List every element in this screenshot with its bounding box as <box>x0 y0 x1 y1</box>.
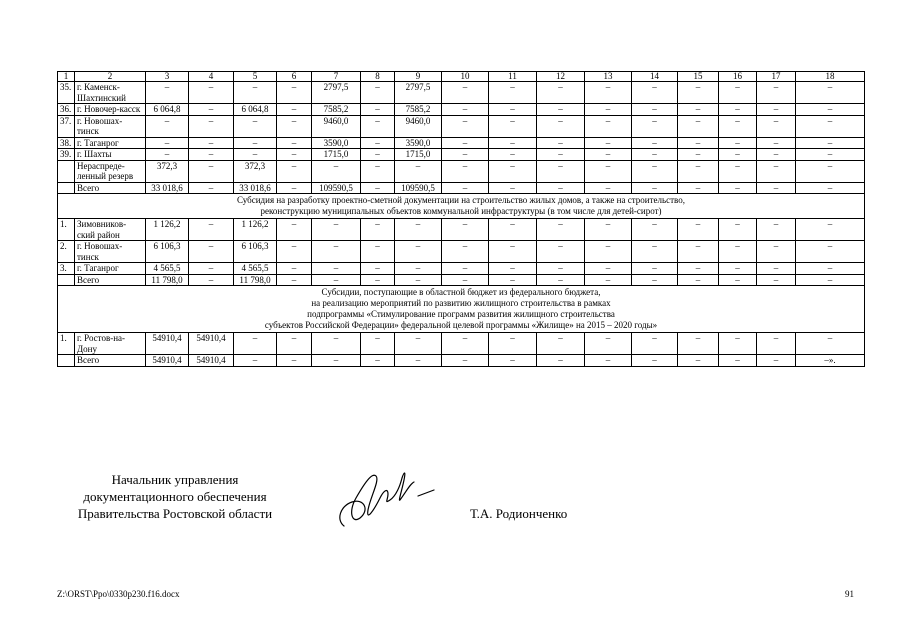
table-cell: 54910,4 <box>146 355 189 367</box>
table-cell: – <box>719 115 757 137</box>
table-cell: – <box>678 104 719 116</box>
table-cell: – <box>361 274 395 286</box>
table-cell: – <box>442 104 489 116</box>
table-row <box>58 82 865 104</box>
table-row <box>58 263 865 275</box>
table-cell: – <box>632 263 678 275</box>
row-name: г. Таганрог <box>75 137 146 149</box>
table-cell: – <box>537 355 585 367</box>
section-heading-row <box>58 286 865 333</box>
row-number <box>58 160 75 182</box>
table-cell: 11 798,0 <box>234 274 277 286</box>
table-cell: – <box>719 149 757 161</box>
table-cell: – <box>277 82 312 104</box>
table-cell: – <box>632 104 678 116</box>
table-cell: – <box>361 137 395 149</box>
signer-name: Т.А. Родионченко <box>470 506 568 521</box>
table-cell: – <box>585 355 632 367</box>
table-cell: – <box>585 241 632 263</box>
section-heading-line: реконструкцию муниципальных объектов коммунальной инфраструктуры (в том числе для детей-сирот) <box>260 206 662 216</box>
table-cell: – <box>757 82 796 104</box>
table-cell: – <box>234 149 277 161</box>
table-cell: – <box>312 263 361 275</box>
column-number: 16 <box>719 72 757 82</box>
table-cell: – <box>395 219 442 241</box>
table-cell: – <box>537 241 585 263</box>
table-cell: – <box>757 104 796 116</box>
table-cell: – <box>189 104 234 116</box>
table-cell: – <box>277 263 312 275</box>
table-cell: – <box>757 274 796 286</box>
table-cell: – <box>442 263 489 275</box>
table-row <box>58 115 865 137</box>
table-cell: – <box>585 82 632 104</box>
table-cell: – <box>585 104 632 116</box>
table-cell: – <box>678 263 719 275</box>
table-cell: – <box>632 355 678 367</box>
table-cell: – <box>632 115 678 137</box>
table-cell: – <box>234 137 277 149</box>
table-cell: – <box>312 274 361 286</box>
table-cell: – <box>632 274 678 286</box>
table-cell: 7585,2 <box>312 104 361 116</box>
table-cell: – <box>757 160 796 182</box>
table-cell: – <box>361 263 395 275</box>
column-number: 4 <box>189 72 234 82</box>
table-cell: – <box>796 104 865 116</box>
table-cell: 109590,5 <box>395 182 442 194</box>
table-cell: 1715,0 <box>395 149 442 161</box>
table-cell: – <box>312 333 361 355</box>
table-cell: – <box>585 160 632 182</box>
column-number: 7 <box>312 72 361 82</box>
table-cell: – <box>361 160 395 182</box>
table-cell: – <box>757 263 796 275</box>
table-row <box>58 104 865 116</box>
column-number: 1 <box>58 72 75 82</box>
table-cell: – <box>585 219 632 241</box>
table-cell: – <box>489 274 537 286</box>
table-cell: – <box>361 241 395 263</box>
table-cell: – <box>361 333 395 355</box>
table-cell: – <box>796 137 865 149</box>
row-number <box>58 355 75 367</box>
table-row <box>58 274 865 286</box>
section-heading-line: подпрограммы «Стимулирование программ развития жилищного строительства <box>307 309 615 319</box>
table-cell: – <box>442 355 489 367</box>
table-cell: – <box>632 160 678 182</box>
table-cell: – <box>312 219 361 241</box>
section-heading-row <box>58 194 865 219</box>
table-cell: – <box>234 115 277 137</box>
column-number: 10 <box>442 72 489 82</box>
table-cell: – <box>537 82 585 104</box>
table-cell: – <box>537 263 585 275</box>
table-cell: – <box>189 263 234 275</box>
table-cell: – <box>277 333 312 355</box>
table-cell: – <box>757 333 796 355</box>
table-cell: 4 565,5 <box>234 263 277 275</box>
table-cell: – <box>361 149 395 161</box>
row-number: 3. <box>58 263 75 275</box>
row-name: г. Каменск-Шахтинский <box>75 82 146 104</box>
table-cell: – <box>442 160 489 182</box>
table-cell: – <box>678 160 719 182</box>
row-name: г. Ростов-на-Дону <box>75 333 146 355</box>
row-name: г. Новошах-тинск <box>75 241 146 263</box>
table-cell: – <box>189 274 234 286</box>
table-cell: – <box>361 219 395 241</box>
table-cell: – <box>537 137 585 149</box>
table-cell: – <box>585 182 632 194</box>
table-cell: 2797,5 <box>395 82 442 104</box>
table-cell: – <box>312 355 361 367</box>
column-number: 13 <box>585 72 632 82</box>
table-cell: – <box>189 219 234 241</box>
table-cell: 6 106,3 <box>146 241 189 263</box>
table-cell: – <box>796 160 865 182</box>
table-cell: – <box>395 333 442 355</box>
table-cell: – <box>489 182 537 194</box>
table-cell: – <box>361 104 395 116</box>
column-number: 5 <box>234 72 277 82</box>
table-cell: – <box>632 333 678 355</box>
row-number: 1. <box>58 333 75 355</box>
table-cell: – <box>678 219 719 241</box>
table-cell: 54910,4 <box>146 333 189 355</box>
table-cell: – <box>796 115 865 137</box>
table-cell: – <box>395 355 442 367</box>
table-row <box>58 137 865 149</box>
table-cell: – <box>277 219 312 241</box>
table-cell: –». <box>796 355 865 367</box>
table-cell: – <box>189 137 234 149</box>
table-cell: – <box>719 104 757 116</box>
table-cell: – <box>361 182 395 194</box>
table-cell: – <box>146 137 189 149</box>
table-cell: – <box>489 137 537 149</box>
table-cell: – <box>442 115 489 137</box>
row-name: Всего <box>75 355 146 367</box>
section-heading <box>58 286 865 333</box>
table-cell: – <box>489 115 537 137</box>
table-cell: – <box>757 182 796 194</box>
table-cell: – <box>277 137 312 149</box>
table-cell: – <box>489 219 537 241</box>
table-cell: 372,3 <box>146 160 189 182</box>
table-cell: – <box>632 219 678 241</box>
table-cell: – <box>146 149 189 161</box>
table-cell: – <box>489 160 537 182</box>
row-name: Нераспреде-ленный резерв <box>75 160 146 182</box>
table-cell: – <box>719 241 757 263</box>
table-cell: – <box>632 82 678 104</box>
table-cell: – <box>442 182 489 194</box>
table-cell: – <box>757 149 796 161</box>
table-cell: 1 126,2 <box>146 219 189 241</box>
table-cell: 2797,5 <box>312 82 361 104</box>
row-name: г. Таганрог <box>75 263 146 275</box>
table-cell: – <box>537 160 585 182</box>
table-cell: 9460,0 <box>312 115 361 137</box>
table-cell: – <box>585 137 632 149</box>
table-cell: – <box>489 104 537 116</box>
table-cell: – <box>277 115 312 137</box>
table-cell: 1 126,2 <box>234 219 277 241</box>
table-cell: – <box>277 355 312 367</box>
table-cell: – <box>189 160 234 182</box>
section-heading-line: субъектов Российской Федерации» федеральной целевой программы «Жилище» на 2015 – 2020 годы» <box>264 320 658 330</box>
table-cell: 1715,0 <box>312 149 361 161</box>
table-cell: – <box>489 333 537 355</box>
table-cell: – <box>361 115 395 137</box>
table-cell: – <box>395 241 442 263</box>
table-cell: – <box>796 219 865 241</box>
table-cell: – <box>719 182 757 194</box>
table-cell: – <box>796 263 865 275</box>
table-cell: – <box>537 274 585 286</box>
table-cell: 11 798,0 <box>146 274 189 286</box>
row-name: Всего <box>75 182 146 194</box>
table-cell: – <box>489 263 537 275</box>
table-cell: – <box>678 137 719 149</box>
column-number: 18 <box>796 72 865 82</box>
table-cell: – <box>796 274 865 286</box>
table-row <box>58 182 865 194</box>
table-cell: – <box>757 115 796 137</box>
table-cell: – <box>678 274 719 286</box>
row-number: 2. <box>58 241 75 263</box>
table-cell: – <box>277 182 312 194</box>
table-cell: – <box>189 241 234 263</box>
table-cell: – <box>234 82 277 104</box>
table-cell: – <box>312 160 361 182</box>
budget-table <box>57 71 865 367</box>
table-cell: – <box>361 355 395 367</box>
table-cell: – <box>442 333 489 355</box>
table-cell: – <box>234 333 277 355</box>
table-cell: – <box>537 182 585 194</box>
table-cell: – <box>537 115 585 137</box>
row-number: 39. <box>58 149 75 161</box>
signature-title-line: Начальник управления <box>111 472 239 487</box>
section-heading <box>58 194 865 219</box>
table-cell: – <box>442 149 489 161</box>
table-cell: 372,3 <box>234 160 277 182</box>
table-cell: – <box>312 241 361 263</box>
table-cell: – <box>189 149 234 161</box>
table-cell: – <box>632 149 678 161</box>
table-cell: 4 565,5 <box>146 263 189 275</box>
table-cell: 7585,2 <box>395 104 442 116</box>
table-cell: – <box>146 115 189 137</box>
row-number: 37. <box>58 115 75 137</box>
table-cell: – <box>719 82 757 104</box>
table-cell: – <box>719 219 757 241</box>
table-cell: – <box>719 263 757 275</box>
section-heading-line: Субсидии, поступающие в областной бюджет из федерального бюджета, <box>321 287 601 297</box>
row-number: 36. <box>58 104 75 116</box>
table-cell: – <box>719 274 757 286</box>
table-cell: – <box>796 182 865 194</box>
row-number <box>58 182 75 194</box>
table-cell: – <box>442 219 489 241</box>
table-cell: – <box>489 82 537 104</box>
table-cell: – <box>719 160 757 182</box>
table-cell: 6 106,3 <box>234 241 277 263</box>
table-cell: 54910,4 <box>189 355 234 367</box>
column-number: 9 <box>395 72 442 82</box>
table-cell: – <box>442 137 489 149</box>
table-cell: – <box>757 241 796 263</box>
signature-title <box>60 471 290 522</box>
table-cell: 54910,4 <box>189 333 234 355</box>
table-row <box>58 241 865 263</box>
table-cell: – <box>395 160 442 182</box>
column-number: 2 <box>75 72 146 82</box>
table-cell: 6 064,8 <box>146 104 189 116</box>
table-cell: – <box>277 241 312 263</box>
table-cell: – <box>719 137 757 149</box>
table-cell: – <box>189 82 234 104</box>
table-cell: – <box>796 241 865 263</box>
row-name: г. Новочер-касск <box>75 104 146 116</box>
table-cell: 109590,5 <box>312 182 361 194</box>
table-cell: – <box>796 333 865 355</box>
table-row <box>58 219 865 241</box>
table-cell: – <box>189 182 234 194</box>
table-cell: – <box>277 149 312 161</box>
table-cell: 33 018,6 <box>234 182 277 194</box>
table-cell: – <box>489 355 537 367</box>
signature-title-line: Правительства Ростовской области <box>77 506 273 521</box>
table-cell: – <box>537 219 585 241</box>
table-cell: – <box>395 263 442 275</box>
column-number: 14 <box>632 72 678 82</box>
table-cell: – <box>361 82 395 104</box>
column-number: 12 <box>537 72 585 82</box>
table-cell: – <box>632 137 678 149</box>
table-row <box>58 333 865 355</box>
file-path: Z:\ORST\Ppo\0330p230.f16.docx <box>57 589 180 599</box>
row-number: 35. <box>58 82 75 104</box>
row-number <box>58 274 75 286</box>
table-cell: – <box>277 104 312 116</box>
table-cell: – <box>757 219 796 241</box>
column-number: 8 <box>361 72 395 82</box>
row-name: г. Новошах-тинск <box>75 115 146 137</box>
table-cell: – <box>757 137 796 149</box>
table-cell: – <box>277 160 312 182</box>
table-cell: – <box>678 115 719 137</box>
table-cell: – <box>585 263 632 275</box>
row-number: 1. <box>58 219 75 241</box>
table-cell: – <box>678 149 719 161</box>
row-name: г. Шахты <box>75 149 146 161</box>
table-cell: – <box>489 241 537 263</box>
page-number: 91 <box>845 589 854 599</box>
column-number: 11 <box>489 72 537 82</box>
column-number: 3 <box>146 72 189 82</box>
column-number-row <box>58 72 865 82</box>
column-number: 17 <box>757 72 796 82</box>
table-cell: – <box>719 333 757 355</box>
section-heading-line: Субсидия на разработку проектно-сметной документации на строительство жилых домов, а также на строительство, <box>237 195 685 205</box>
table-cell: 3590,0 <box>395 137 442 149</box>
table-cell: – <box>189 115 234 137</box>
table-cell: – <box>442 241 489 263</box>
table-cell: – <box>678 182 719 194</box>
table-cell: – <box>678 333 719 355</box>
handwritten-signature <box>330 462 440 534</box>
table-cell: – <box>632 241 678 263</box>
table-cell: 33 018,6 <box>146 182 189 194</box>
table-cell: – <box>585 149 632 161</box>
table-cell: – <box>537 104 585 116</box>
table-cell: – <box>234 355 277 367</box>
table-cell: – <box>585 333 632 355</box>
table-cell: 3590,0 <box>312 137 361 149</box>
table-cell: – <box>632 182 678 194</box>
column-number: 6 <box>277 72 312 82</box>
signature-title-line: документационного обеспечения <box>83 489 267 504</box>
table-cell: – <box>537 333 585 355</box>
table-cell: – <box>678 241 719 263</box>
column-number: 15 <box>678 72 719 82</box>
table-row <box>58 160 865 182</box>
table-row <box>58 355 865 367</box>
table-cell: – <box>489 149 537 161</box>
table-cell: – <box>442 274 489 286</box>
table-row <box>58 149 865 161</box>
section-heading-line: на реализацию мероприятий по развитию жилищного строительства в рамках <box>311 298 611 308</box>
table-cell: – <box>585 274 632 286</box>
table-cell: – <box>719 355 757 367</box>
table-cell: – <box>796 82 865 104</box>
table-cell: 6 064,8 <box>234 104 277 116</box>
table-cell: 9460,0 <box>395 115 442 137</box>
table-cell: – <box>146 82 189 104</box>
row-name: Зимовников-ский район <box>75 219 146 241</box>
table-cell: – <box>442 82 489 104</box>
table-cell: – <box>395 274 442 286</box>
row-number: 38. <box>58 137 75 149</box>
table-cell: – <box>277 274 312 286</box>
table-cell: – <box>537 149 585 161</box>
table-cell: – <box>585 115 632 137</box>
table-cell: – <box>678 82 719 104</box>
table-cell: – <box>757 355 796 367</box>
table-cell: – <box>678 355 719 367</box>
table-cell: – <box>796 149 865 161</box>
row-name: Всего <box>75 274 146 286</box>
